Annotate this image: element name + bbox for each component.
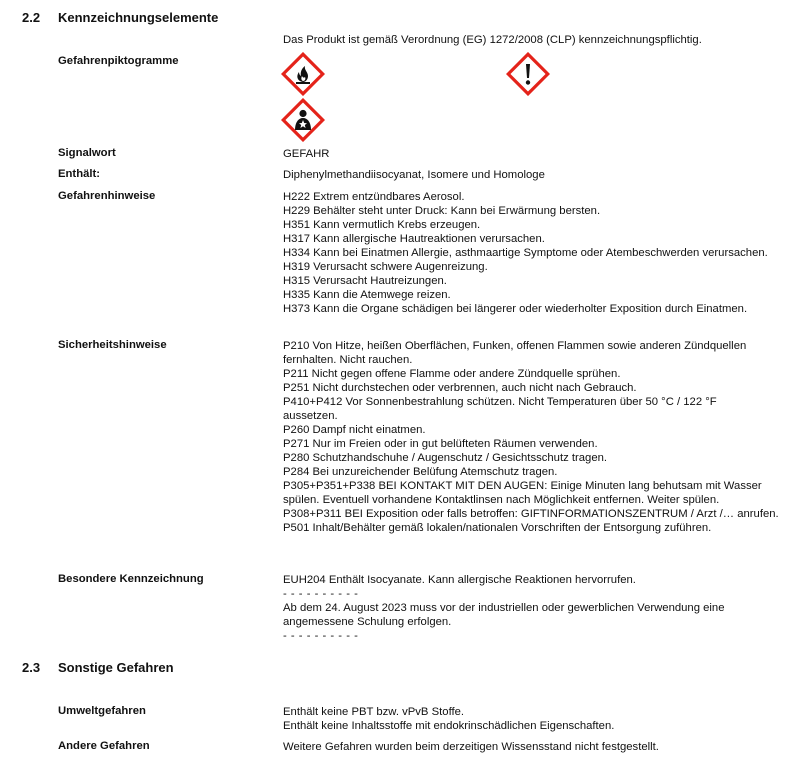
- precautionary-statement: P211 Nicht gegen offene Flamme oder andere Zündquelle sprühen.: [283, 368, 621, 380]
- hazard-statement: H222 Extrem entzündbares Aerosol.: [283, 191, 465, 203]
- precautionary-statements-label: Sicherheitshinweise: [58, 339, 167, 351]
- separator-line: - - - - - - - - - -: [283, 630, 359, 642]
- precautionary-statement: P271 Nur im Freien oder in gut belüfteten Räumen verwenden.: [283, 438, 598, 450]
- precautionary-statement: P210 Von Hitze, heißen Oberflächen, Funken, offenen Flammen sowie anderen Zündquellen fernhalten. Nicht rauchen.: [283, 340, 747, 366]
- hazard-statement: H317 Kann allergische Hautreaktionen verursachen.: [283, 233, 545, 245]
- euh-statement: EUH204 Enthält Isocyanate. Kann allergische Reaktionen hervorrufen.: [283, 574, 636, 586]
- hazard-statement: H319 Verursacht schwere Augenreizung.: [283, 261, 488, 273]
- precautionary-statement: P410+P412 Vor Sonnenbestrahlung schützen. Nicht Temperaturen über 50 °C / 122 °F aussetzen.: [283, 396, 717, 422]
- special-labelling-label: Besondere Kennzeichnung: [58, 573, 204, 585]
- section-number-2-3: 2.3: [22, 660, 41, 675]
- contains-label: Enthält:: [58, 168, 101, 180]
- precautionary-statement: P308+P311 BEI Exposition oder falls betroffen: GIFTINFORMATIONSZENTRUM / Arzt /… anrufen.: [283, 508, 779, 520]
- precautionary-statements-list: [283, 339, 791, 535]
- precautionary-statement: P251 Nicht durchstechen oder verbrennen, auch nicht nach Gebrauch.: [283, 382, 637, 394]
- environment-hazard-line: Enthält keine Inhaltsstoffe mit endokrinschädlichen Eigenschaften.: [283, 720, 615, 732]
- health-hazard-pictogram-icon: [281, 98, 325, 142]
- precautionary-statement: P280 Schutzhandschuhe / Augenschutz / Gesichtsschutz tragen.: [283, 452, 608, 464]
- environment-hazards-list: [283, 705, 793, 733]
- pictograms-label: Gefahrenpiktogramme: [58, 55, 179, 67]
- precautionary-statement: P305+P351+P338 BEI KONTAKT MIT DEN AUGEN: Einige Minuten lang behutsam mit Wasser spülen. Eventuell vorhandene Kontaktlinsen nach Möglichkeit entfernen. Weiter spülen.: [283, 480, 762, 506]
- special-labelling-block: [283, 573, 773, 643]
- exclamation-mark-pictogram-icon: [506, 52, 550, 96]
- hazard-statement: H334 Kann bei Einatmen Allergie, asthmaartige Symptome oder Atembeschwerden verursachen.: [283, 247, 768, 259]
- hazard-statements-label: Gefahrenhinweise: [58, 190, 156, 202]
- environment-hazards-label: Umweltgefahren: [58, 705, 146, 717]
- precautionary-statement: P501 Inhalt/Behälter gemäß lokalen/nationalen Vorschriften der Entsorgung zuführen.: [283, 522, 712, 534]
- precautionary-statement: P284 Bei unzureichender Belüfung Atemschutz tragen.: [283, 466, 558, 478]
- contains-value: Diphenylmethandiisocyanat, Isomere und Homologe: [283, 169, 545, 181]
- section-title-2-2: Kennzeichnungselemente: [58, 10, 219, 25]
- hazard-statement: H229 Behälter steht unter Druck: Kann bei Erwärmung bersten.: [283, 205, 601, 217]
- precautionary-statement: P260 Dampf nicht einatmen.: [283, 424, 426, 436]
- signal-word-label: Signalwort: [58, 147, 116, 159]
- other-hazards-label: Andere Gefahren: [58, 740, 150, 752]
- hazard-statement: H373 Kann die Organe schädigen bei längerer oder wiederholter Exposition durch Einatmen.: [283, 303, 748, 315]
- flame-pictogram-icon: [281, 52, 325, 96]
- environment-hazard-line: Enthält keine PBT bzw. vPvB Stoffe.: [283, 706, 465, 718]
- hazard-statements-list: [283, 190, 773, 316]
- separator-line: - - - - - - - - - -: [283, 588, 359, 600]
- hazard-statement: H351 Kann vermutlich Krebs erzeugen.: [283, 219, 481, 231]
- signal-word-value: GEFAHR: [283, 148, 330, 160]
- section-number-2-2: 2.2: [22, 10, 41, 25]
- hazard-statement: H335 Kann die Atemwege reizen.: [283, 289, 451, 301]
- other-hazards-value: Weitere Gefahren wurden beim derzeitigen Wissensstand nicht festgestellt.: [283, 741, 659, 753]
- labelling-intro: Das Produkt ist gemäß Verordnung (EG) 1272/2008 (CLP) kennzeichnungspflichtig.: [283, 34, 702, 46]
- training-note: Ab dem 24. August 2023 muss vor der industriellen oder gewerblichen Verwendung eine angemessene Schulung erfolgen.: [283, 602, 725, 628]
- section-title-2-3: Sonstige Gefahren: [58, 660, 174, 675]
- hazard-statement: H315 Verursacht Hautreizungen.: [283, 275, 447, 287]
